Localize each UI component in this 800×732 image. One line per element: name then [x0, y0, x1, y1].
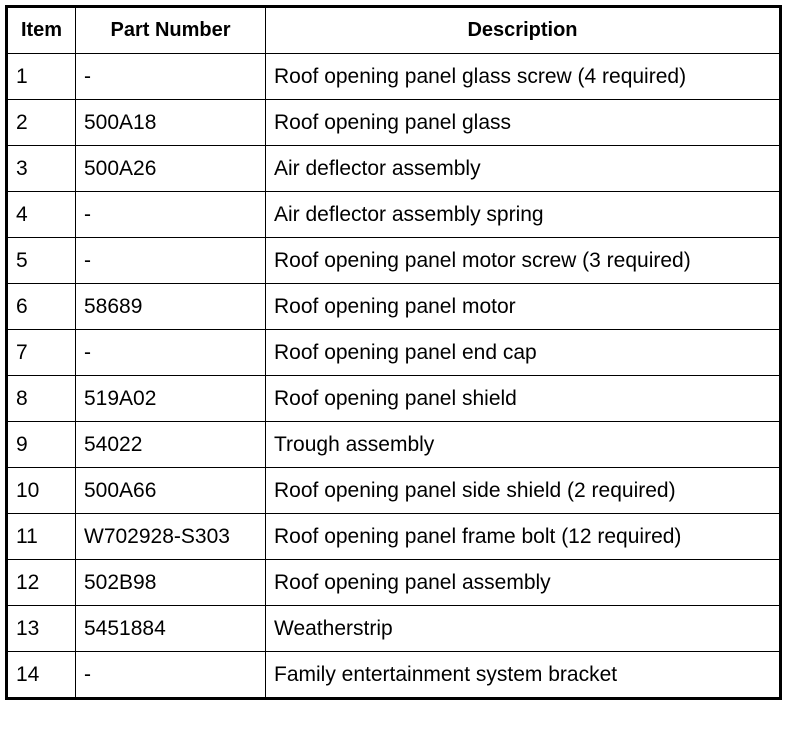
cell-item: 3 — [7, 146, 76, 192]
cell-item: 8 — [7, 376, 76, 422]
table-row — [7, 652, 781, 699]
table-row — [7, 284, 781, 330]
cell-description: Roof opening panel assembly — [266, 560, 781, 606]
cell-item: 4 — [7, 192, 76, 238]
table-row — [7, 330, 781, 376]
cell-item: 12 — [7, 560, 76, 606]
column-header-description: Description — [266, 7, 781, 54]
cell-item: 9 — [7, 422, 76, 468]
table-row — [7, 192, 781, 238]
cell-description: Roof opening panel frame bolt (12 required) — [266, 514, 781, 560]
cell-part-number: - — [76, 330, 266, 376]
cell-description: Weatherstrip — [266, 606, 781, 652]
cell-part-number: - — [76, 54, 266, 100]
table-row — [7, 54, 781, 100]
column-header-item: Item — [7, 7, 76, 54]
table-row — [7, 100, 781, 146]
cell-description: Roof opening panel end cap — [266, 330, 781, 376]
table-row — [7, 560, 781, 606]
cell-part-number: - — [76, 192, 266, 238]
cell-description: Family entertainment system bracket — [266, 652, 781, 699]
parts-table — [5, 5, 782, 700]
cell-description: Trough assembly — [266, 422, 781, 468]
cell-description: Roof opening panel glass screw (4 required) — [266, 54, 781, 100]
cell-description: Air deflector assembly — [266, 146, 781, 192]
cell-part-number: 5451884 — [76, 606, 266, 652]
cell-item: 10 — [7, 468, 76, 514]
table-row — [7, 468, 781, 514]
cell-item: 13 — [7, 606, 76, 652]
cell-item: 14 — [7, 652, 76, 699]
cell-description: Roof opening panel motor — [266, 284, 781, 330]
cell-description: Roof opening panel motor screw (3 required) — [266, 238, 781, 284]
cell-description: Air deflector assembly spring — [266, 192, 781, 238]
table-row — [7, 376, 781, 422]
cell-part-number: 58689 — [76, 284, 266, 330]
table-row — [7, 238, 781, 284]
cell-item: 1 — [7, 54, 76, 100]
cell-part-number: 519A02 — [76, 376, 266, 422]
cell-part-number: - — [76, 652, 266, 699]
cell-part-number: 502B98 — [76, 560, 266, 606]
cell-description: Roof opening panel glass — [266, 100, 781, 146]
cell-part-number: W702928-S303 — [76, 514, 266, 560]
cell-description: Roof opening panel shield — [266, 376, 781, 422]
cell-part-number: - — [76, 238, 266, 284]
cell-item: 11 — [7, 514, 76, 560]
cell-part-number: 500A18 — [76, 100, 266, 146]
cell-item: 7 — [7, 330, 76, 376]
cell-item: 5 — [7, 238, 76, 284]
cell-part-number: 500A26 — [76, 146, 266, 192]
cell-item: 6 — [7, 284, 76, 330]
table-row — [7, 422, 781, 468]
table-row — [7, 606, 781, 652]
table-header-row — [7, 7, 781, 54]
cell-part-number: 500A66 — [76, 468, 266, 514]
column-header-part-number: Part Number — [76, 7, 266, 54]
cell-part-number: 54022 — [76, 422, 266, 468]
cell-description: Roof opening panel side shield (2 required) — [266, 468, 781, 514]
cell-item: 2 — [7, 100, 76, 146]
table-row — [7, 514, 781, 560]
table-row — [7, 146, 781, 192]
